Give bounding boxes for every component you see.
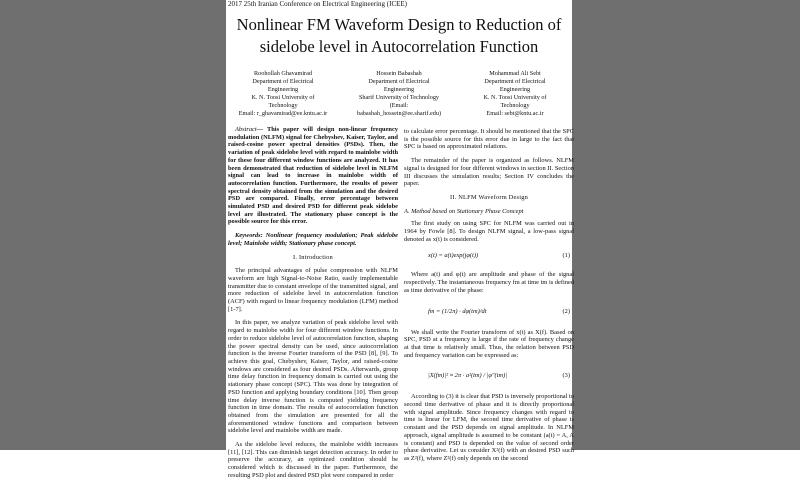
author-line: Engineering bbox=[383, 85, 415, 93]
left-column bbox=[228, 126, 398, 486]
keywords-text: Nonlinear frequency modulation; Peak sidelobe level; Mainlobe width; Stationary phase concept. bbox=[228, 232, 398, 247]
equation-number: (3) bbox=[562, 372, 570, 380]
author-line: Technology bbox=[268, 101, 298, 109]
author-email: Email: sebt@kntu.ac.ir bbox=[486, 109, 544, 117]
paragraph: Where a(t) and φ(t) are amplitude and phase of the signal respectively. The instantaneous frequency fm at time tm is defined as time derivative of the phase: bbox=[404, 271, 574, 294]
author-name: Roohollah Ghavamirad bbox=[254, 70, 312, 77]
author-2 bbox=[344, 70, 454, 117]
equation-number: (1) bbox=[562, 252, 570, 260]
paper-title bbox=[226, 14, 572, 58]
title-line-1: Nonlinear FM Waveform Design to Reduction of bbox=[236, 15, 562, 34]
equation-expression: |X(fm)|² ≈ 2π · a²(tm) / |φ″(tm)| bbox=[428, 372, 507, 380]
paragraph: The remainder of the paper is organized as follows. NLFM signal is designed for four different windows in section II. Section III discusses the simulation results; Section IV concludes the paper. bbox=[404, 157, 574, 188]
author-name: Hossein Babashah bbox=[376, 70, 422, 77]
author-line: (Email: bbox=[389, 101, 409, 109]
author-email: babashah_hossein@ee.sharif.edu) bbox=[356, 109, 442, 117]
paper-page bbox=[226, 0, 574, 479]
keywords-lead: Keywords: bbox=[235, 232, 263, 240]
left-shade bbox=[0, 0, 226, 450]
author-line: Sharif University of Technology bbox=[358, 93, 440, 101]
author-name: Mohammad Ali Sebt bbox=[489, 70, 541, 77]
keywords bbox=[228, 232, 398, 247]
section-2-heading: II. NLFM Waveform Design bbox=[449, 193, 528, 201]
equation-expression: fm = (1/2π) · dφ(tm)/dt bbox=[428, 307, 487, 315]
author-line: Engineering bbox=[267, 85, 299, 93]
equation-2 bbox=[404, 301, 574, 323]
author-line: Department of Electrical bbox=[484, 77, 546, 85]
paragraph: We shall write the Fourier transform of x(t) as X(f). Based on SPC, PSD at a frequency is large if the rate of frequency change at that time is relatively small. Thus, the relation between PSD and frequency variation can be expressed as: bbox=[404, 328, 574, 359]
abstract bbox=[228, 126, 398, 226]
author-line: K. N. Toosi University of bbox=[251, 93, 315, 101]
author-3 bbox=[460, 70, 570, 117]
author-1 bbox=[228, 70, 338, 117]
paragraph: The principal advantages of pulse compression with NLFM waveform are high Signal-to-Noise Ratio, easily implementable transmitter due to constant envelope of the transmitted signal, and more reduction of sidelobe level in autocorrelation function (ACF) with regard to linear frequency modulation (LFM) method [1-7]. bbox=[228, 267, 398, 313]
right-column bbox=[404, 128, 574, 469]
right-shade bbox=[572, 0, 800, 450]
author-line: Department of Electrical bbox=[368, 77, 430, 85]
author-email: Email: r_ghavamirad@ee.kntu.ac.ir bbox=[238, 109, 328, 117]
author-line: Engineering bbox=[499, 85, 531, 93]
conference-header: 2017 25th Iranian Conference on Electrical Engineering (ICEE) bbox=[228, 0, 408, 8]
subsection-heading: A. Method based on Stationary Phase Concept bbox=[404, 207, 524, 215]
abstract-text: — This paper will design non-linear frequency modulation (NLFM) signal for Chebyshev, Kaiser, Taylor, and raised-cosine power spectral densities (PSDs). Then, the variation of peak sidelobe level with regard to mainlobe width for these four different window functions are analyzed. It has been demonstrated that reduction of sidelobe level in NLFM signal can lead to increase in mainlobe width of autocorrelation function. Furthermore, the results of power spectral density obtained from the simulation and the desired PSD are compared. Finally, error percentage between simulated PSD and desired PSD for different peak sidelobe level are illustrated. The stationary phase concept is the possible source for this error. bbox=[228, 126, 398, 226]
equation-expression: x(t) = a(t)exp(jφ(t)) bbox=[428, 252, 479, 260]
paragraph: to calculate error percentage. It should be mentioned that the SPC is the possible source for this error due in large to the fact that SPC is based on approximated relations. bbox=[404, 128, 574, 151]
title-line-2: sidelobe level in Autocorrelation Function bbox=[259, 37, 539, 56]
abstract-lead: Abstract bbox=[235, 126, 257, 133]
paragraph: As the sidelobe level reduces, the mainlobe width increases [11], [12]. This can diminish target detection accuracy. In order to preserve the accuracy, an optimized condition should be considered which is discussed in the paper. Furthermore, the resulting PSD plot and desired PSD plot were compared in order bbox=[228, 441, 398, 479]
paragraph: According to (3) it is clear that PSD is inversely proportional to second time derivative of phase and it is directly proportional with signal amplitude. Since frequency changes with regard to time is linear for LFM, the second time derivative of phase is constant and the PSD depends on signal amplitude. In NLFM approach, signal amplitude is assumed to be constant (a(t) = A, A is constant) and PSD is depended on the value of second order phase derivative. Let us consider X²(f) with an desired PSD such as Z²(f), where Z²(f) only depends on the second bbox=[404, 393, 574, 462]
paragraph: The first study on using SPC for NLFM was carried out in 1964 by Fowle [8]. To design NLFM signal, a low-pass signal denoted as x(t) is considered. bbox=[404, 220, 574, 243]
equation-1 bbox=[404, 249, 574, 265]
equation-number: (2) bbox=[562, 307, 570, 315]
equation-3 bbox=[404, 365, 574, 387]
paragraph: In this paper, we analyze variation of peak sidelobe level with regard to mainlobe width for four different window functions. In order to reduce sidelobe level of autocorrelation function, shaping the power spectral density can be used, since autocorrelation function is the inverse Fourier transform of the PSD [8], [9]. To achieve this goal, Chebyshev, Kaiser, Taylor, and raised-cosine windows are considered as four desired PSDs. Afterwards, group time delay function in frequency domain is carried out using the stationary phase concept (SPC). This was done by integration of PSD function and applying boundary conditions [10]. Then group time delay inverse function is computed yielding frequency function in time domain. The results of autocorrelation function obtained from the simulation are presented for all the aforementioned window functions and comparison between sidelobe level and mainlobe width are made. bbox=[228, 319, 398, 435]
author-line: Department of Electrical bbox=[252, 77, 314, 85]
author-line: Technology bbox=[500, 101, 530, 109]
author-line: K. N. Toosi University of bbox=[483, 93, 547, 101]
section-1-heading: I. Introduction bbox=[293, 253, 333, 261]
